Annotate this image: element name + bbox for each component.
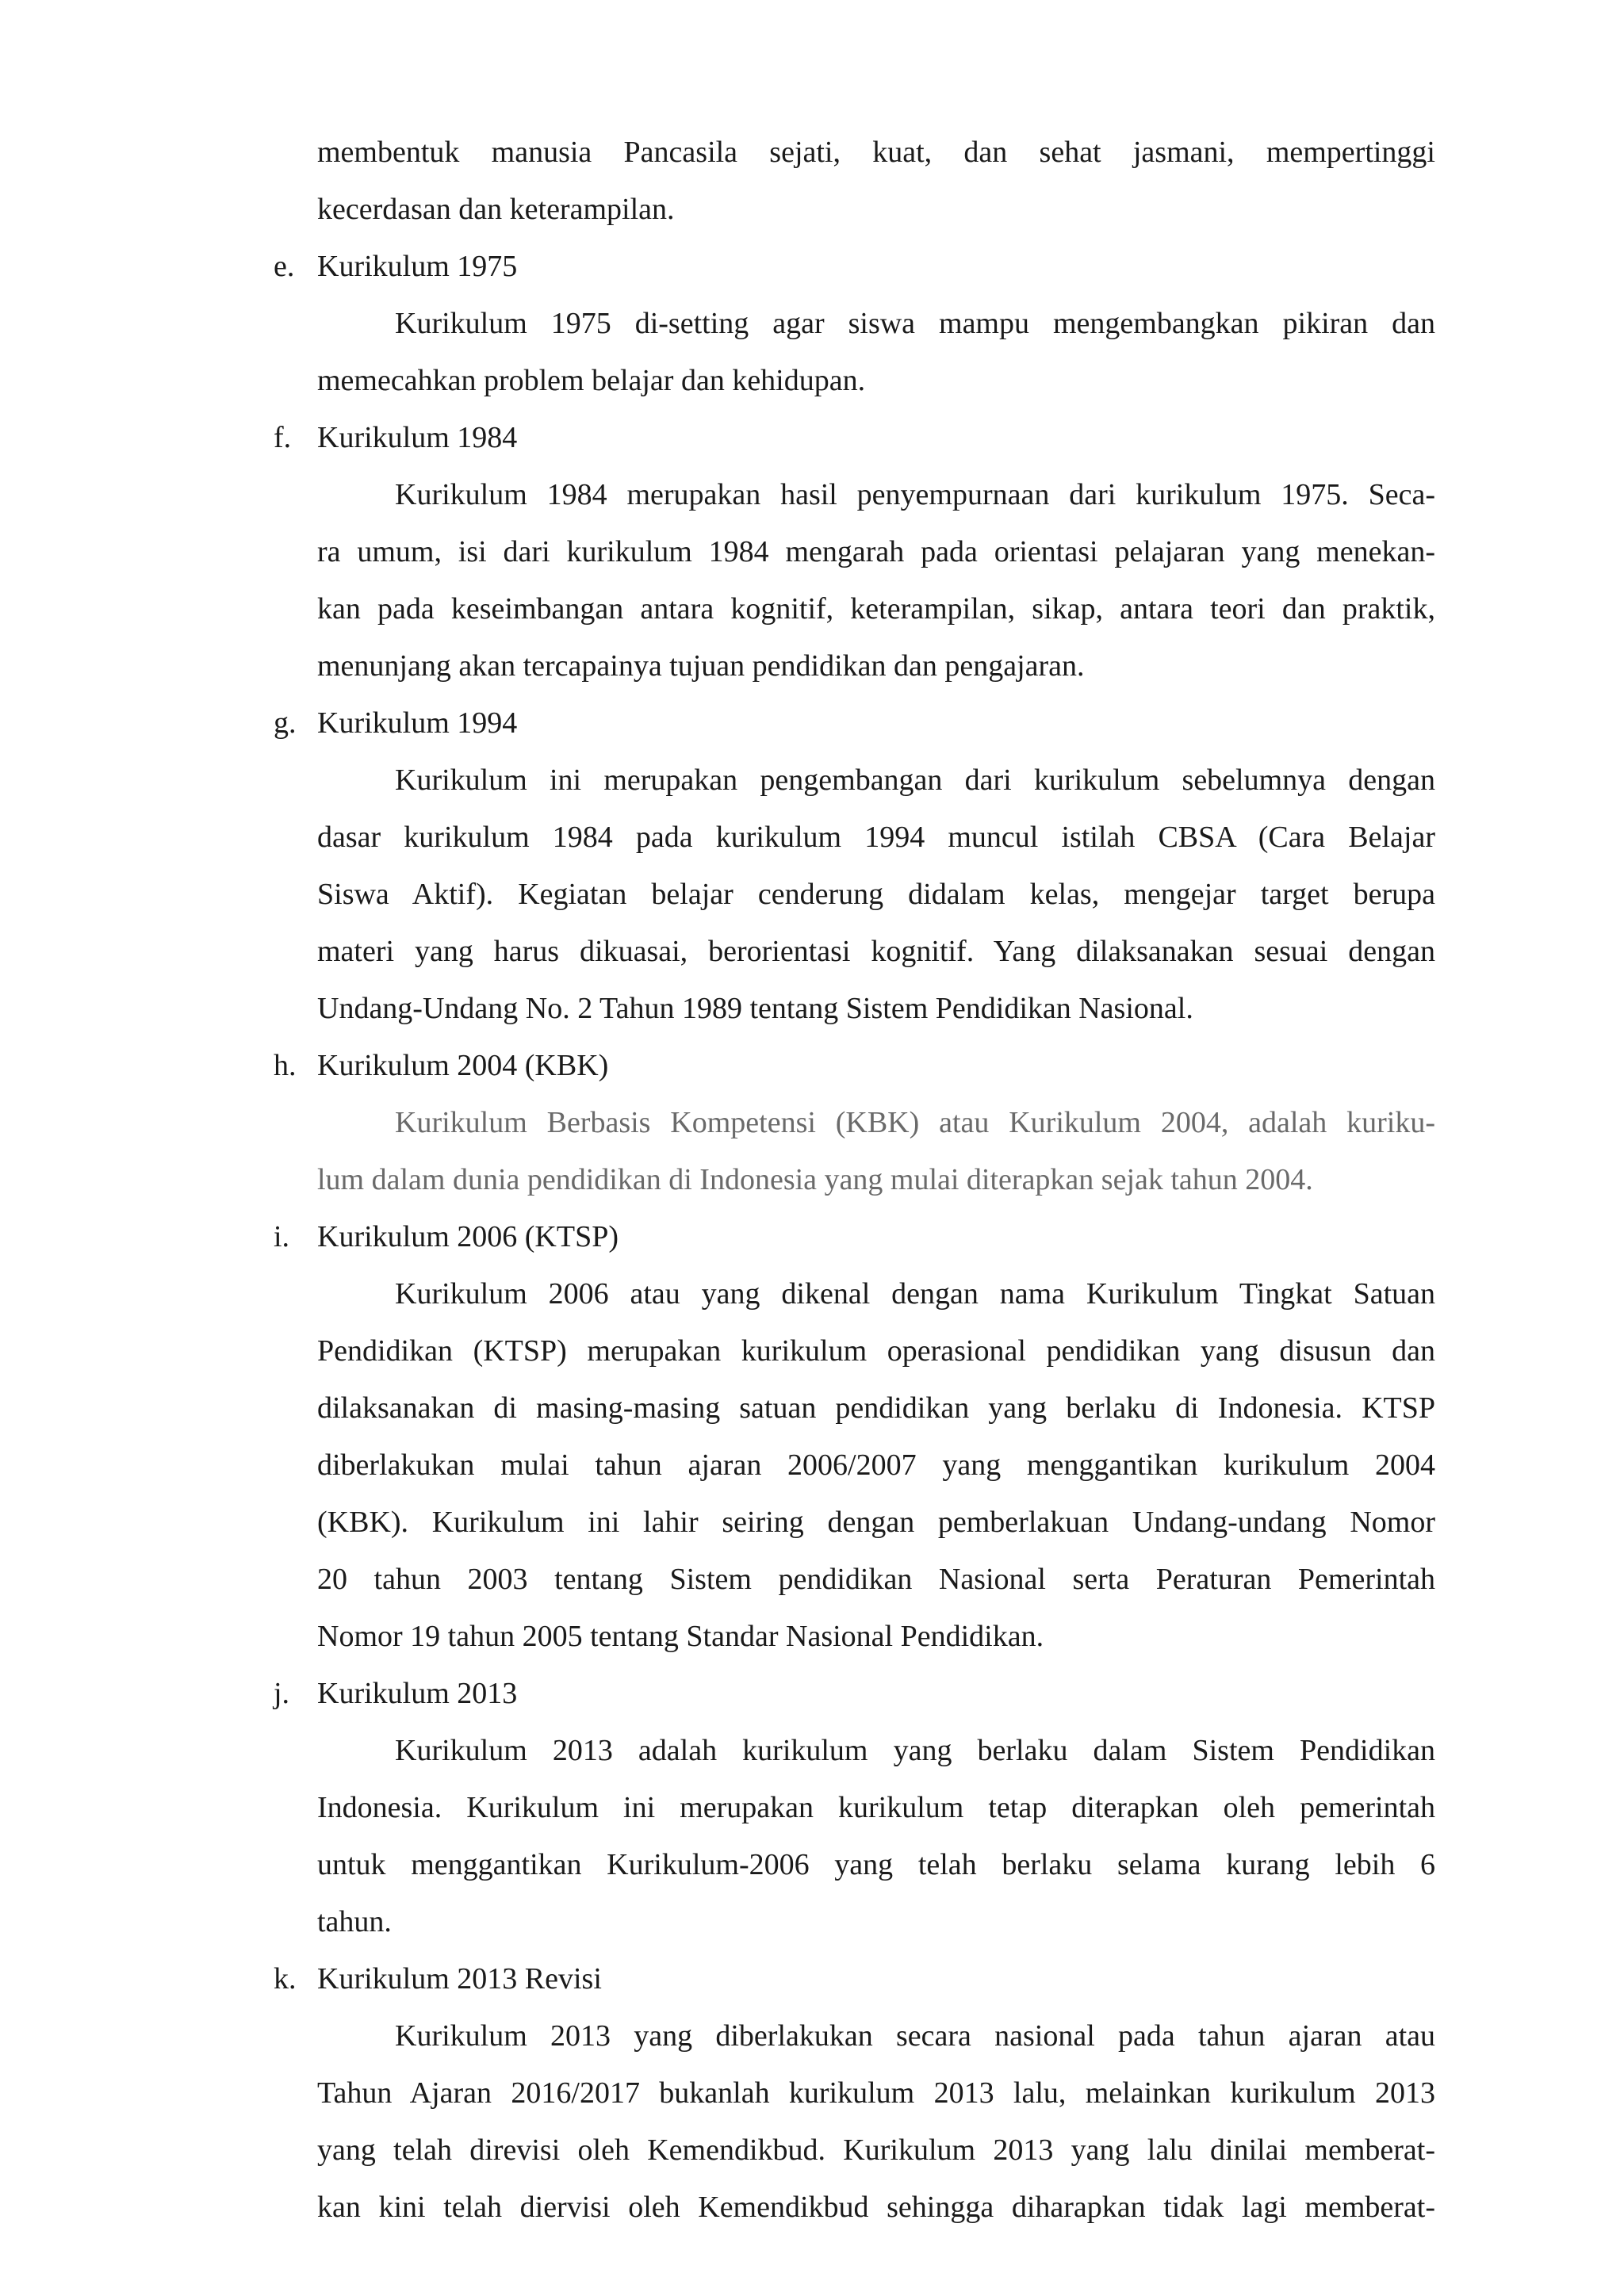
paragraph-line: tahun. (317, 1905, 392, 1938)
list-marker: g. (274, 706, 297, 740)
paragraph-line: Indonesia. Kurikulum ini merupakan kurikulum tetap diterapkan oleh pemerintah (317, 1791, 1435, 1824)
paragraph-line: Kurikulum 2006 atau yang dikenal dengan nama Kurikulum Tingkat Satuan (395, 1277, 1435, 1311)
section-heading: Kurikulum 2013 Revisi (317, 1962, 602, 1996)
paragraph-line: untuk menggantikan Kurikulum-2006 yang telah berlaku selama kurang lebih 6 (317, 1848, 1435, 1881)
paragraph-line: Kurikulum Berbasis Kompetensi (KBK) atau Kurikulum 2004, adalah kuriku- (395, 1106, 1435, 1139)
paragraph-line: menunjang akan tercapainya tujuan pendidikan dan pengajaran. (317, 649, 1085, 683)
section-heading: Kurikulum 1975 (317, 250, 518, 283)
paragraph-line: Nomor 19 tahun 2005 tentang Standar Nasional Pendidikan. (317, 1620, 1044, 1653)
section-heading: Kurikulum 2013 (317, 1677, 518, 1710)
intro-line: kecerdasan dan keterampilan. (317, 193, 675, 226)
list-marker: k. (274, 1962, 297, 1996)
paragraph-line: Kurikulum 2013 yang diberlakukan secara nasional pada tahun ajaran atau (395, 2019, 1435, 2053)
list-marker: h. (274, 1049, 297, 1082)
paragraph-line: lum dalam dunia pendidikan di Indonesia yang mulai diterapkan sejak tahun 2004. (317, 1163, 1313, 1196)
paragraph-line: Pendidikan (KTSP) merupakan kurikulum operasional pendidikan yang disusun dan (317, 1334, 1435, 1368)
paragraph-line: yang telah direvisi oleh Kemendikbud. Kurikulum 2013 yang lalu dinilai memberat- (317, 2133, 1435, 2167)
paragraph-line: Kurikulum 1975 di-setting agar siswa mampu mengembangkan pikiran dan (395, 307, 1435, 340)
paragraph-line: memecahkan problem belajar dan kehidupan. (317, 364, 866, 397)
list-marker: e. (274, 250, 295, 283)
paragraph-line: Kurikulum 2013 adalah kurikulum yang berlaku dalam Sistem Pendidikan (395, 1734, 1435, 1767)
list-marker: f. (274, 421, 292, 454)
paragraph-line: Kurikulum ini merupakan pengembangan dari kurikulum sebelumnya dengan (395, 763, 1435, 797)
paragraph-line: kan kini telah diervisi oleh Kemendikbud sehingga diharapkan tidak lagi memberat- (317, 2191, 1435, 2224)
paragraph-line: (KBK). Kurikulum ini lahir seiring dengan pemberlakuan Undang-undang Nomor (317, 1506, 1435, 1539)
list-marker: i. (274, 1220, 290, 1253)
paragraph-line: ra umum, isi dari kurikulum 1984 mengarah pada orientasi pelajaran yang menekan- (317, 535, 1435, 568)
list-marker: j. (274, 1677, 290, 1710)
paragraph-line: materi yang harus dikuasai, berorientasi kognitif. Yang dilaksanakan sesuai dengan (317, 935, 1435, 968)
paragraph-line: Siswa Aktif). Kegiatan belajar cenderung didalam kelas, mengejar target berupa (317, 878, 1435, 911)
paragraph-line: dilaksanakan di masing-masing satuan pendidikan yang berlaku di Indonesia. KTSP (317, 1391, 1435, 1425)
section-heading: Kurikulum 1984 (317, 421, 518, 454)
paragraph-line: kan pada keseimbangan antara kognitif, keterampilan, sikap, antara teori dan praktik, (317, 592, 1435, 626)
paragraph-line: diberlakukan mulai tahun ajaran 2006/2007 yang menggantikan kurikulum 2004 (317, 1448, 1435, 1482)
intro-line: membentuk manusia Pancasila sejati, kuat, dan sehat jasmani, mempertinggi (317, 136, 1435, 169)
paragraph-line: dasar kurikulum 1984 pada kurikulum 1994 muncul istilah CBSA (Cara Belajar (317, 821, 1435, 854)
section-heading: Kurikulum 2004 (KBK) (317, 1049, 609, 1082)
paragraph-line: Kurikulum 1984 merupakan hasil penyempurnaan dari kurikulum 1975. Seca- (395, 478, 1435, 511)
section-heading: Kurikulum 2006 (KTSP) (317, 1220, 619, 1253)
paragraph-line: Undang-Undang No. 2 Tahun 1989 tentang Sistem Pendidikan Nasional. (317, 992, 1193, 1025)
paragraph-line: Tahun Ajaran 2016/2017 bukanlah kurikulum 2013 lalu, melainkan kurikulum 2013 (317, 2076, 1435, 2110)
section-heading: Kurikulum 1994 (317, 706, 518, 740)
paragraph-line: 20 tahun 2003 tentang Sistem pendidikan Nasional serta Peraturan Pemerintah (317, 1563, 1435, 1596)
